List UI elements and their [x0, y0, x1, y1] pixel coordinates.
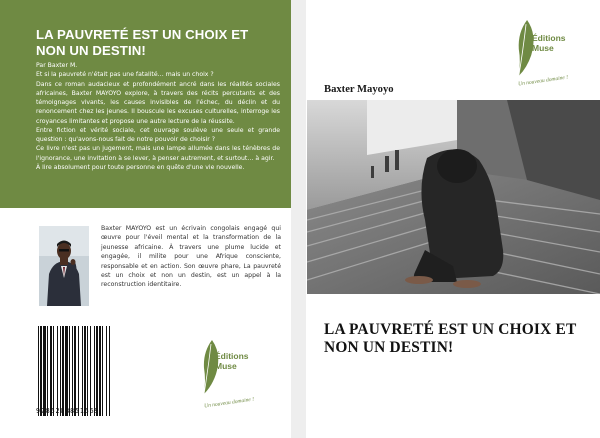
- barcode-icon: [36, 326, 132, 416]
- book-spine: [291, 0, 306, 438]
- publisher-slogan: Un nouveau domaine !: [203, 396, 255, 410]
- back-cover: [0, 0, 291, 438]
- front-cover-title: LA PAUVRETÉ EST UN CHOIX ET NON UN DESTIN!: [324, 321, 577, 356]
- author-portrait-image: [39, 226, 89, 306]
- publisher-logo-back: [190, 340, 260, 424]
- blurb-paragraph: Dans ce roman audacieux et profondément ancré dans les réalités sociales africaines, Baxter MAYOYO explore, à travers des récits percutants et des témoignages vivants, les causes invisibles de l'échec, du déclin et du renoncement chez les jeunes. Il bouscule les excuses culturelles, interroge les croyances limitantes et propose une autre lecture de la réussite.: [36, 80, 280, 125]
- back-cover-title: LA PAUVRETÉ EST UN CHOIX ET NON UN DESTIN!: [36, 27, 249, 58]
- back-cover-blurb: [36, 61, 280, 172]
- publisher-name-line2: Muse: [532, 43, 554, 53]
- blurb-paragraph: Ce livre n'est pas un jugement, mais une lampe allumée dans les ténèbres de l'ignorance, une invitation à se lever, à penser autrement, et surtout… à agir.: [36, 145, 280, 162]
- cover-photo-image: [307, 100, 600, 294]
- front-cover-author: Baxter Mayoyo: [324, 84, 394, 95]
- publisher-logo-front: [508, 20, 578, 102]
- publisher-slogan: Un nouveau domaine !: [517, 74, 569, 88]
- author-bio: Baxter MAYOYO est un écrivain congolais engagé qui œuvre pour l'éveil mental et la transformation de la jeunesse africaine. À travers une plume lucide et engagée, il milite pour une Afrique consciente, responsable et en action. Son œuvre phare, La pauvreté est un choix et non un destin, est un appel à la reconstruction identitaire.: [101, 225, 281, 289]
- blurb-paragraph: Entre fiction et vérité sociale, cet ouvrage soulève une seule et grande question : qu'avons-nous fait de notre pouvoir de choisir ?: [36, 126, 280, 143]
- blurb-paragraph: Et si la pauvreté n'était pas une fatalité… mais un choix ?: [36, 71, 214, 79]
- publisher-name-line2: Muse: [215, 361, 237, 371]
- blurb-paragraph: À lire absolument pour toute personne en quête d'une vie nouvelle.: [36, 163, 245, 171]
- publisher-name-line1: Éditions: [532, 33, 566, 43]
- isbn-number: 9786208851569: [36, 407, 100, 415]
- cover-photo: [307, 100, 600, 294]
- author-photo: [39, 226, 89, 306]
- blurb-byline: Par Baxter M.: [36, 62, 78, 69]
- back-cover-green-panel: [0, 0, 291, 208]
- publisher-name-line1: Éditions: [215, 351, 249, 361]
